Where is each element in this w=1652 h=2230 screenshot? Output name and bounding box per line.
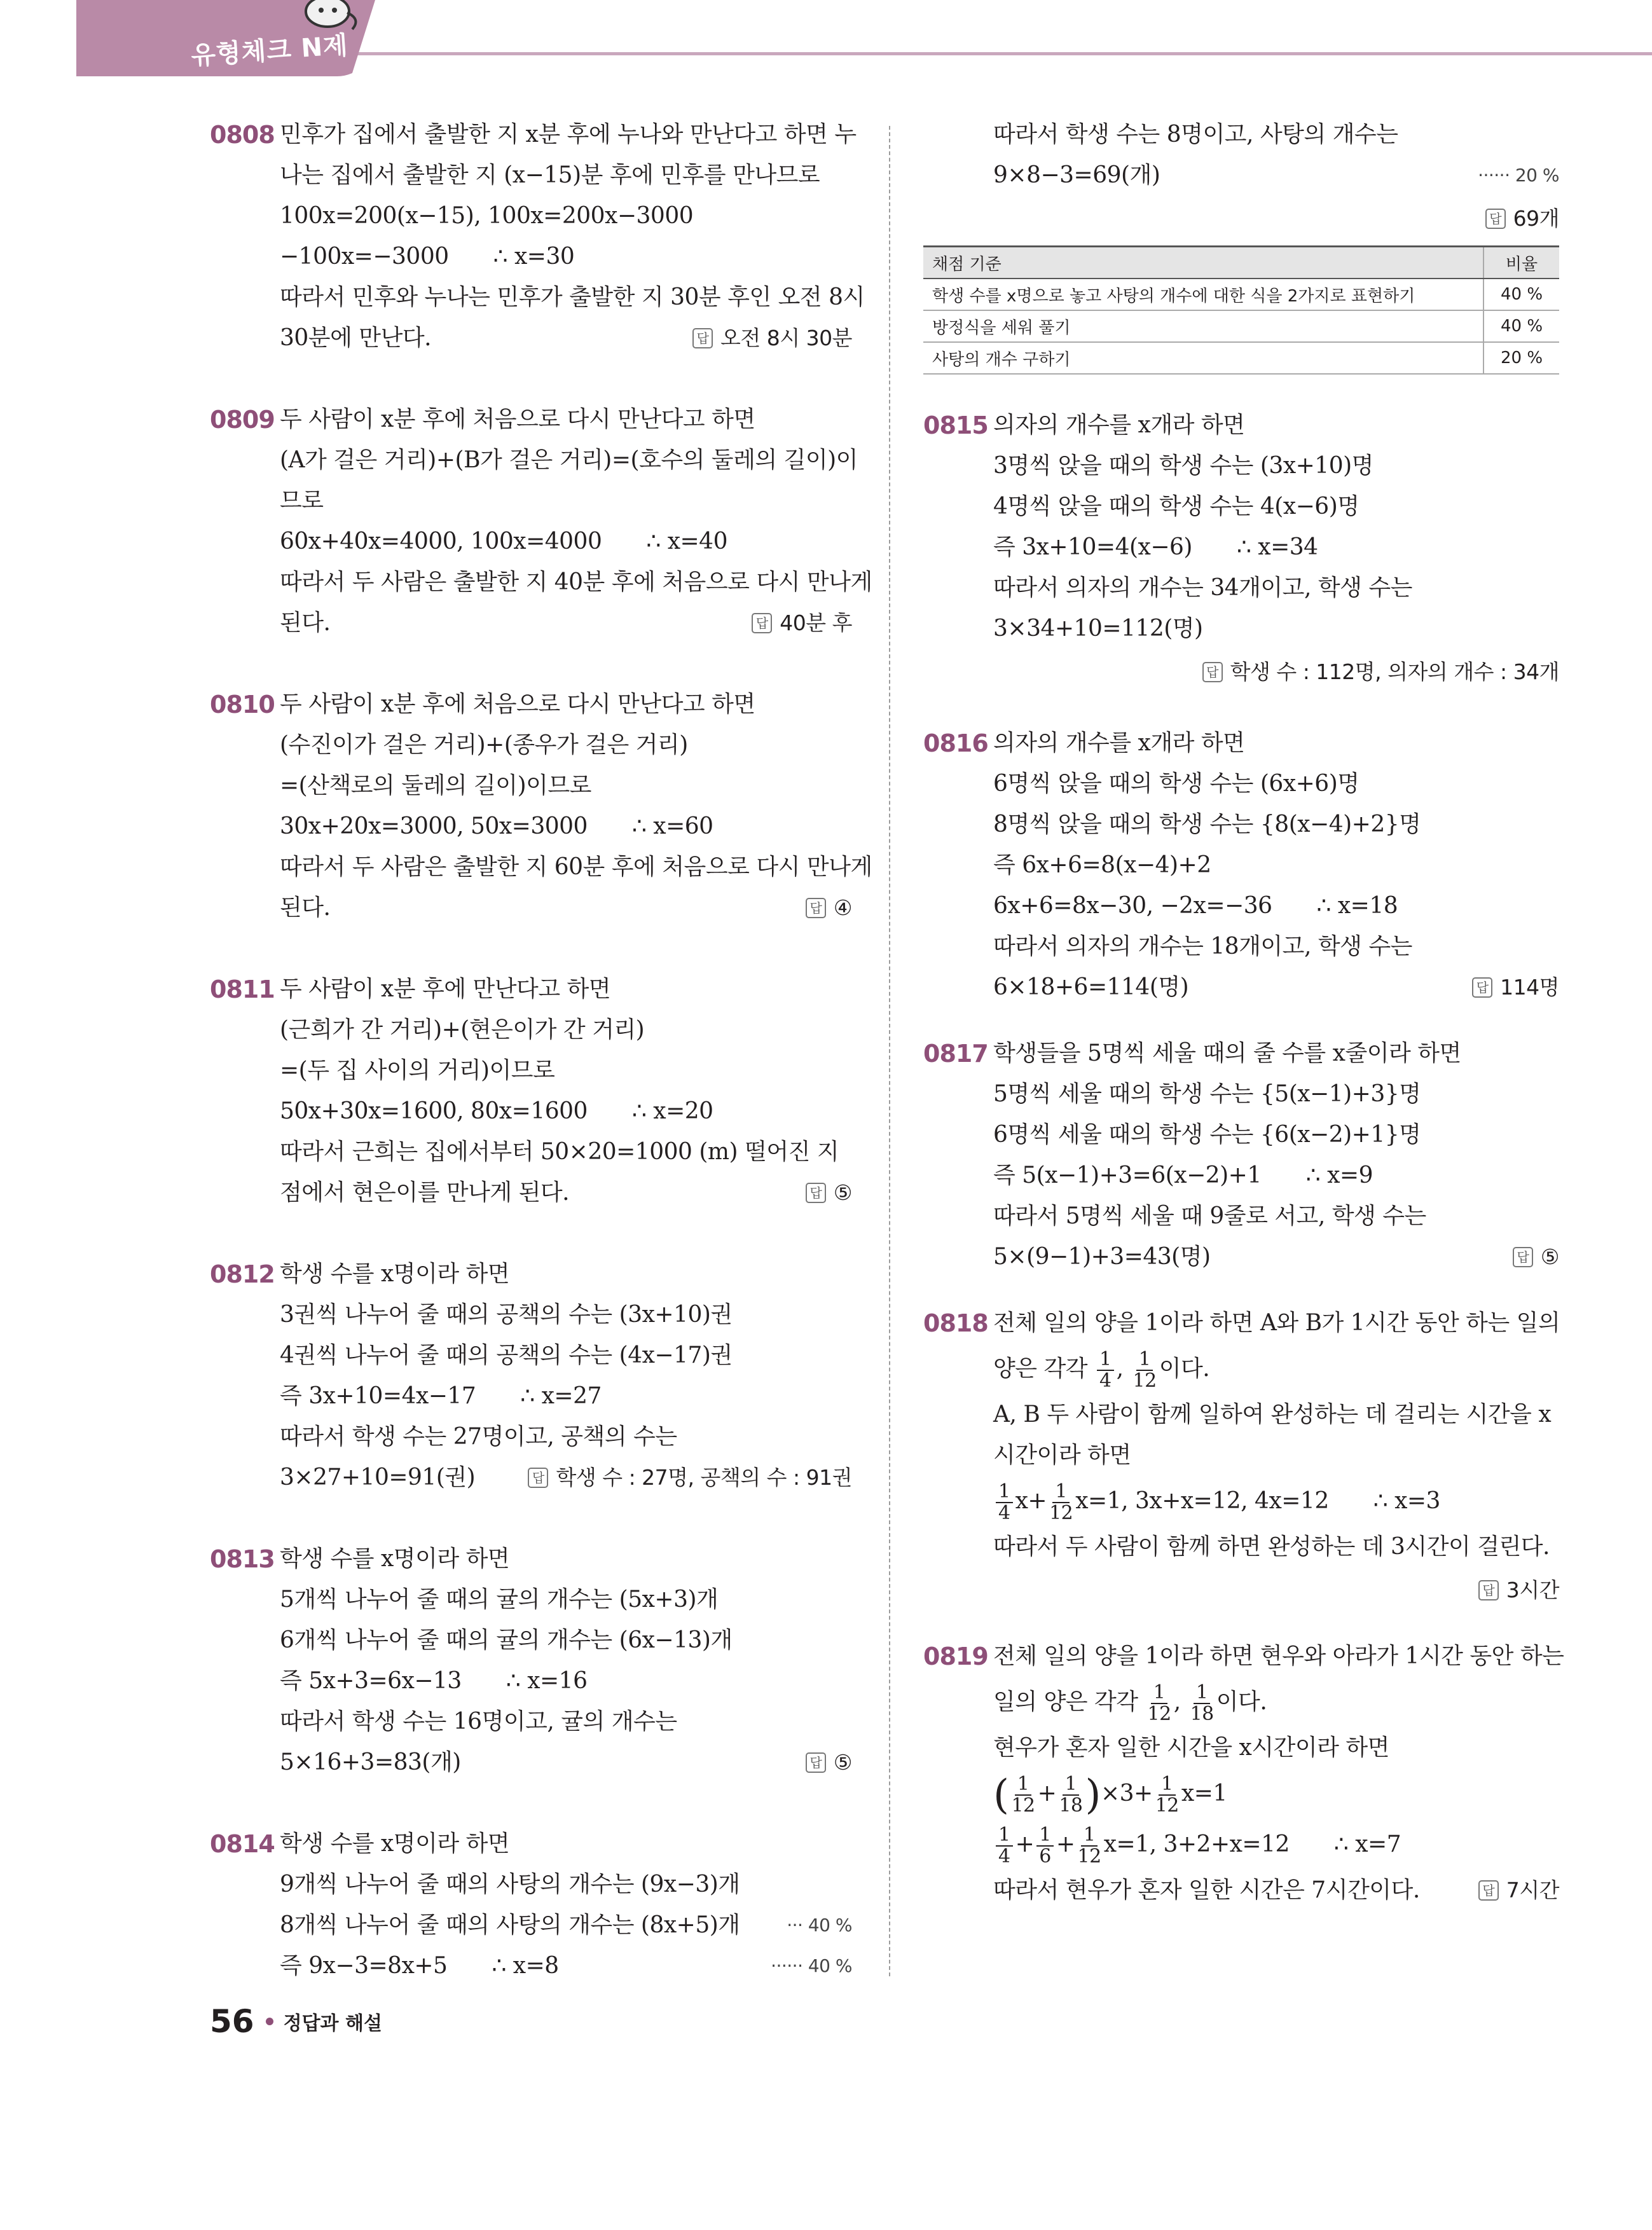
equation-line: 100x=200(x−15), 100x=200x−3000 xyxy=(280,203,694,229)
answer xyxy=(1478,1870,1559,1911)
denominator: 4 xyxy=(998,1845,1010,1868)
denominator: 4 xyxy=(998,1502,1010,1524)
solution-line: 4권씩 나누어 줄 때의 공책의 수는 (4x−17)권 xyxy=(280,1342,733,1368)
score-marker: ······ 20 % xyxy=(1478,165,1559,186)
equation-result: ∴ x=60 xyxy=(631,813,713,839)
table-cell: 20 % xyxy=(1483,342,1559,374)
solution-line: 학생 수를 x명이라 하면 xyxy=(280,1546,510,1572)
right-paren-icon: ) xyxy=(1085,1772,1101,1819)
solution-line: 민후가 집에서 출발한 지 x분 후에 누나와 만난다고 하면 누 xyxy=(280,121,857,148)
problem-number: 0810 xyxy=(210,691,275,719)
answer xyxy=(528,1457,852,1498)
solution-line: 3권씩 나누어 줄 때의 공책의 수는 (3x+10)권 xyxy=(280,1302,733,1328)
answer-badge-icon: 답 xyxy=(1485,209,1506,229)
numerator: 1 xyxy=(1194,1683,1211,1704)
equation-result: ∴ x=40 xyxy=(646,528,727,554)
table-cell: 방정식을 세워 풀기 xyxy=(923,310,1483,342)
answer-badge-icon: 답 xyxy=(1478,1580,1499,1600)
equation-line xyxy=(280,237,852,277)
header-label: 유형체크 N제 xyxy=(189,31,350,71)
numerator: 1 xyxy=(1015,1774,1032,1796)
numerator: 1 xyxy=(1063,1774,1080,1796)
equation-result: ∴ x=3 xyxy=(1373,1488,1440,1514)
equation-result: ∴ x=27 xyxy=(520,1383,602,1409)
solution-line: 6개씩 나누어 줄 때의 귤의 개수는 (6x−13)개 xyxy=(280,1627,733,1653)
solution-text: 5×(9−1)+3=43(명) xyxy=(993,1244,1211,1270)
page-number: 56 xyxy=(210,2003,254,2040)
solution-line xyxy=(993,155,1559,196)
answer-value: 오전 8시 30분 xyxy=(720,326,852,350)
solution-line: =(산책로의 둘레의 길이)이므로 xyxy=(280,773,591,799)
answer-value: ⑤ xyxy=(833,1180,852,1205)
fraction xyxy=(1133,1349,1157,1391)
table-cell: 사탕의 개수 구하기 xyxy=(923,342,1483,374)
table-row xyxy=(923,310,1559,342)
equation-line xyxy=(280,521,852,562)
equation-result: ∴ x=18 xyxy=(1316,893,1398,919)
answer xyxy=(1513,1237,1559,1277)
solution-line: 따라서 두 사람이 함께 하면 완성하는 데 3시간이 걸린다. xyxy=(993,1534,1550,1560)
solution-text: 이다. xyxy=(1159,1356,1210,1382)
solution-line xyxy=(280,318,852,359)
denominator: 12 xyxy=(1011,1794,1035,1817)
problem-0808 xyxy=(210,114,865,359)
denominator: 12 xyxy=(1147,1703,1171,1725)
problem-0812 xyxy=(210,1254,852,1498)
numerator: 1 xyxy=(1036,1825,1054,1847)
equation-line xyxy=(280,1091,852,1132)
solution-text: 따라서 현우가 혼자 일한 시간은 7시간이다. xyxy=(993,1877,1420,1903)
header-rule xyxy=(356,52,1652,55)
left-paren-icon: ( xyxy=(993,1772,1009,1819)
solution-line: 두 사람이 x분 후에 처음으로 다시 만난다고 하면 xyxy=(280,406,755,432)
solution-text: 이다. xyxy=(1216,1689,1267,1715)
equation-line: $\frac{1}{4}$ + $\frac{1}{6}$ + $\frac{1}{12}$ x=1, 3+2+x=12 ∴ x=7 xyxy=(993,1819,1559,1870)
equation-result: ∴ x=30 xyxy=(493,244,575,270)
answer-value: 3시간 xyxy=(1506,1578,1559,1602)
equation-line xyxy=(993,1476,1559,1527)
solution-line: A, B 두 사람이 함께 일하여 완성하는 데 걸리는 시간을 x xyxy=(993,1401,1552,1428)
solution-line: 의자의 개수를 x개라 하면 xyxy=(993,730,1245,756)
problem-0814 xyxy=(210,1824,852,1986)
solution-line xyxy=(993,1237,1559,1277)
solution-line: 의자의 개수를 x개라 하면 xyxy=(993,412,1245,438)
denominator: 12 xyxy=(1132,1370,1157,1392)
answer xyxy=(752,603,852,644)
problem-0819 xyxy=(923,1636,1564,1911)
page-footer xyxy=(210,2003,382,2040)
right-column xyxy=(923,114,1564,1911)
equation-line xyxy=(280,806,852,847)
solution-line: 따라서 학생 수는 16명이고, 귤의 개수는 xyxy=(280,1709,677,1735)
solution-line xyxy=(280,1457,852,1498)
equation-result: ∴ x=34 xyxy=(1236,534,1318,560)
solution-line: 전체 일의 양을 1이라 하면 A와 B가 1시간 동안 하는 일의 xyxy=(993,1310,1560,1336)
solution-line: 현우가 혼자 일한 시간을 x시간이라 하면 xyxy=(993,1735,1389,1761)
problem-0814-continued xyxy=(923,114,1559,375)
answer xyxy=(806,888,852,928)
equation: 즉 3x+10=4(x−6) xyxy=(993,534,1192,560)
solution-line: 8명씩 앉을 때의 학생 수는 {8(x−4)+2}명 xyxy=(993,811,1421,837)
solution-line xyxy=(280,1742,852,1783)
answer xyxy=(1478,1570,1559,1611)
answer-badge-icon: 답 xyxy=(1478,1880,1499,1901)
answer xyxy=(1485,198,1559,239)
problem-number: 0815 xyxy=(923,411,988,439)
denominator: 18 xyxy=(1059,1794,1083,1817)
fraction xyxy=(1059,1774,1082,1816)
problem-0813 xyxy=(210,1539,852,1783)
problem-number: 0816 xyxy=(923,729,988,757)
equation: 30x+20x=3000, 50x=3000 xyxy=(280,813,588,839)
answer xyxy=(692,318,852,359)
equation: x=1 xyxy=(1181,1780,1227,1807)
numerator: 1 xyxy=(1052,1482,1070,1503)
answer xyxy=(1472,967,1559,1008)
solution-line: (A가 걸은 거리)+(B가 걸은 거리)=(호수의 둘레의 길이)이 xyxy=(280,447,858,473)
table-row xyxy=(923,342,1559,374)
solution-line: 두 사람이 x분 후에 만난다고 하면 xyxy=(280,976,611,1002)
answer-line xyxy=(993,196,1559,239)
table-cell: 학생 수를 x명으로 놓고 사탕의 개수에 대한 식을 2가지로 표현하기 xyxy=(923,279,1483,310)
problem-number: 0813 xyxy=(210,1545,275,1573)
problem-number: 0812 xyxy=(210,1260,275,1288)
answer-badge-icon: 답 xyxy=(806,1183,826,1203)
answer-value: 학생 수 : 112명, 의자의 개수 : 34개 xyxy=(1230,659,1559,684)
table-header-cell: 비율 xyxy=(1483,247,1559,279)
solution-text: 8개씩 나누어 줄 때의 사탕의 개수는 (8x+5)개 xyxy=(280,1912,740,1938)
solution-text: 5×16+3=83(개) xyxy=(280,1749,461,1775)
answer-badge-icon: 답 xyxy=(752,613,772,633)
fraction xyxy=(1011,1774,1035,1816)
solution-line xyxy=(993,1870,1559,1911)
equation-line: 즉 6x+6=8(x−4)+2 xyxy=(993,852,1211,878)
answer-line xyxy=(993,1567,1559,1611)
solution-line: =(두 집 사이의 거리)이므로 xyxy=(280,1057,555,1084)
solution-line xyxy=(280,1173,852,1213)
answer-value: 69개 xyxy=(1513,206,1559,231)
solution-line: 5개씩 나누어 줄 때의 귤의 개수는 (5x+3)개 xyxy=(280,1586,719,1613)
solution-line: 나는 집에서 출발한 지 (x−15)분 후에 민후를 만나므로 xyxy=(280,162,820,188)
solution-line: 전체 일의 양을 1이라 하면 현우와 아라가 1시간 동안 하는 xyxy=(993,1643,1564,1669)
solution-line: 학생 수를 x명이라 하면 xyxy=(280,1831,510,1857)
problem-0815 xyxy=(923,405,1559,692)
problem-number: 0818 xyxy=(923,1309,988,1337)
table-row xyxy=(923,279,1559,310)
fraction xyxy=(1036,1825,1054,1867)
numerator: 1 xyxy=(1081,1825,1098,1847)
solution-line: 학생들을 5명씩 세울 때의 줄 수를 x줄이라 하면 xyxy=(993,1040,1461,1066)
problem-0809 xyxy=(210,399,872,644)
fraction xyxy=(996,1482,1013,1524)
numerator: 1 xyxy=(1151,1683,1168,1704)
solution-line: 6명씩 세울 때의 학생 수는 {6(x−2)+1}명 xyxy=(993,1122,1421,1148)
problem-number: 0814 xyxy=(210,1830,275,1858)
problem-number: 0817 xyxy=(923,1040,988,1068)
solution-line: 3×34+10=112(명) xyxy=(993,616,1203,642)
answer xyxy=(806,1742,852,1783)
solution-text: 일의 양은 각각 xyxy=(993,1689,1138,1715)
equation-line xyxy=(280,1946,852,1986)
equation-result: ∴ x=7 xyxy=(1333,1831,1401,1857)
answer-badge-icon: 답 xyxy=(1513,1247,1533,1267)
solution-line: 따라서 민후와 누나는 민후가 출발한 지 30분 후인 오전 8시 xyxy=(280,284,865,310)
grading-criteria-table xyxy=(923,245,1559,375)
equation: 즉 5(x−1)+3=6(x−2)+1 xyxy=(993,1162,1262,1188)
equation: 50x+30x=1600, 80x=1600 xyxy=(280,1098,588,1124)
equation: x=1, 3x+x=12, 4x=12 xyxy=(1075,1488,1329,1514)
equation-result: ∴ x=20 xyxy=(631,1098,713,1124)
equation: 즉 5x+3=6x−13 xyxy=(280,1668,462,1694)
fraction xyxy=(996,1825,1013,1867)
left-column xyxy=(210,114,872,2027)
denominator: 4 xyxy=(1099,1370,1112,1392)
solution-line: 두 사람이 x분 후에 처음으로 다시 만난다고 하면 xyxy=(280,691,755,717)
solution-line: 따라서 학생 수는 27명이고, 공책의 수는 xyxy=(280,1424,677,1450)
answer-value: 40분 후 xyxy=(780,610,852,635)
solution-line: 9개씩 나누어 줄 때의 사탕의 개수는 (9x−3)개 xyxy=(280,1871,740,1897)
equation-line xyxy=(993,886,1559,926)
solution-text: 된다. xyxy=(280,895,331,921)
numerator: 1 xyxy=(996,1825,1013,1847)
answer-badge-icon: 답 xyxy=(692,328,713,348)
solution-line xyxy=(280,888,852,928)
answer-value: ⑤ xyxy=(833,1750,852,1775)
solution-line: 따라서 학생 수는 8명이고, 사탕의 개수는 xyxy=(993,121,1398,148)
solution-line: 학생 수를 x명이라 하면 xyxy=(280,1261,510,1287)
denominator: 12 xyxy=(1049,1502,1073,1524)
answer-badge-icon: 답 xyxy=(1472,977,1492,998)
fraction xyxy=(1049,1482,1073,1524)
solution-text: 30분에 만난다. xyxy=(280,325,432,351)
answer-badge-icon: 답 xyxy=(1202,662,1223,682)
equation-line xyxy=(280,1661,852,1702)
problem-0811 xyxy=(210,969,852,1213)
problem-number: 0809 xyxy=(210,406,275,434)
table-header-cell: 채점 기준 xyxy=(923,247,1483,279)
solution-line: 따라서 근희는 집에서부터 50×20=1000 (m) 떨어진 지 xyxy=(280,1139,839,1165)
answer xyxy=(806,1173,852,1213)
solution-line: (수진이가 걸은 거리)+(종우가 걸은 거리) xyxy=(280,732,688,758)
solution-line: 따라서 두 사람은 출발한 지 60분 후에 처음으로 다시 만나게 xyxy=(280,854,872,880)
problem-0818 xyxy=(923,1303,1559,1611)
equation: 즉 3x+10=4x−17 xyxy=(280,1383,476,1409)
fraction xyxy=(1078,1825,1101,1867)
solution-line: 6명씩 앉을 때의 학생 수는 (6x+6)명 xyxy=(993,771,1359,797)
solution-line: 양은 각각 $\frac{1}{4}$ , $\frac{1}{12}$ 이다. xyxy=(993,1348,1210,1392)
problem-0817 xyxy=(923,1033,1559,1277)
denominator: 12 xyxy=(1077,1845,1101,1868)
denominator: 6 xyxy=(1039,1845,1051,1868)
equation: x=1, 3+2+x=12 xyxy=(1103,1831,1290,1857)
denominator: 12 xyxy=(1155,1794,1179,1817)
problem-0816 xyxy=(923,723,1559,1008)
equation-result: ∴ x=8 xyxy=(492,1953,559,1979)
solution-line: 따라서 5명씩 세울 때 9줄로 서고, 학생 수는 xyxy=(993,1203,1426,1229)
solution-text: 양은 각각 xyxy=(993,1356,1088,1382)
column-divider xyxy=(889,126,890,1976)
denominator: 18 xyxy=(1190,1703,1214,1725)
table-cell: 40 % xyxy=(1483,310,1559,342)
solution-text: 9×8−3=69(개) xyxy=(993,162,1160,188)
solution-line: 3명씩 앉을 때의 학생 수는 (3x+10)명 xyxy=(993,453,1373,479)
equation-line xyxy=(993,1155,1559,1196)
solution-line xyxy=(280,1905,852,1946)
equation: x+ xyxy=(1015,1488,1047,1514)
solution-text: 6×18+6=114(명) xyxy=(993,974,1189,1000)
fraction xyxy=(1155,1774,1179,1816)
problem-number: 0811 xyxy=(210,975,275,1003)
bullet-icon xyxy=(266,2018,273,2025)
solution-line: 따라서 두 사람은 출발한 지 40분 후에 처음으로 다시 만나게 xyxy=(280,569,872,595)
equation-line xyxy=(280,1376,852,1417)
fraction xyxy=(1097,1349,1114,1391)
problem-number: 0819 xyxy=(923,1642,988,1670)
solution-line: (근희가 간 거리)+(현은이가 간 거리) xyxy=(280,1017,645,1043)
solution-text: 3×27+10=91(권) xyxy=(280,1464,476,1490)
section-title: 정답과 해설 xyxy=(283,2013,382,2035)
answer xyxy=(1202,652,1559,692)
equation: −100x=−3000 xyxy=(280,244,449,270)
equation: 6x+6=8x−30, −2x=−36 xyxy=(993,893,1272,919)
numerator: 1 xyxy=(1136,1349,1153,1371)
equation-result: ∴ x=16 xyxy=(506,1668,588,1694)
answer-value: 학생 수 : 27명, 공책의 수 : 91권 xyxy=(556,1465,852,1490)
answer-badge-icon: 답 xyxy=(806,1752,826,1773)
solution-line: 따라서 의자의 개수는 34개이고, 학생 수는 xyxy=(993,575,1412,601)
solution-line: 4명씩 앉을 때의 학생 수는 4(x−6)명 xyxy=(993,493,1359,520)
solution-text: 된다. xyxy=(280,610,331,636)
equation: 60x+40x=4000, 100x=4000 xyxy=(280,528,602,554)
answer-value: 114명 xyxy=(1500,975,1559,1000)
solution-line xyxy=(280,603,852,644)
table-header-row xyxy=(923,247,1559,279)
numerator: 1 xyxy=(996,1482,1013,1503)
answer-value: ④ xyxy=(833,895,852,920)
solution-line xyxy=(993,967,1559,1008)
answer-value: 7시간 xyxy=(1506,1878,1559,1903)
table-cell: 40 % xyxy=(1483,279,1559,310)
solution-line: 므로 xyxy=(280,488,324,514)
fraction xyxy=(1190,1683,1214,1724)
problem-0810 xyxy=(210,684,872,928)
numerator: 1 xyxy=(1097,1349,1114,1371)
score-marker: ··· 40 % xyxy=(787,1915,852,1936)
solution-line: 5명씩 세울 때의 학생 수는 {5(x−1)+3}명 xyxy=(993,1081,1421,1107)
solution-line: 일의 양은 각각 $\frac{1}{12}$ , $\frac{1}{18}$ 이다. xyxy=(993,1681,1267,1725)
answer-line xyxy=(993,649,1559,692)
score-marker: ······ 40 % xyxy=(771,1955,852,1976)
answer-value: ⑤ xyxy=(1540,1244,1559,1269)
equation: ×3+ xyxy=(1100,1780,1153,1807)
equation-line xyxy=(993,527,1559,568)
answer-badge-icon: 답 xyxy=(806,898,826,918)
fraction xyxy=(1148,1683,1171,1724)
equation-result: ∴ x=9 xyxy=(1305,1162,1373,1188)
solution-text: 점에서 현은이를 만나게 된다. xyxy=(280,1180,570,1206)
problem-number: 0808 xyxy=(210,121,275,149)
numerator: 1 xyxy=(1159,1774,1176,1796)
equation: 즉 9x−3=8x+5 xyxy=(280,1953,448,1979)
answer-badge-icon: 답 xyxy=(528,1468,548,1488)
equation-line: ( $\frac{1}{12}$ + $\frac{1}{18}$ )×3+ $\frac{1}{12}$ x=1 xyxy=(993,1772,1227,1819)
solution-line: 따라서 의자의 개수는 18개이고, 학생 수는 xyxy=(993,933,1412,960)
solution-line: 시간이라 하면 xyxy=(993,1442,1131,1468)
